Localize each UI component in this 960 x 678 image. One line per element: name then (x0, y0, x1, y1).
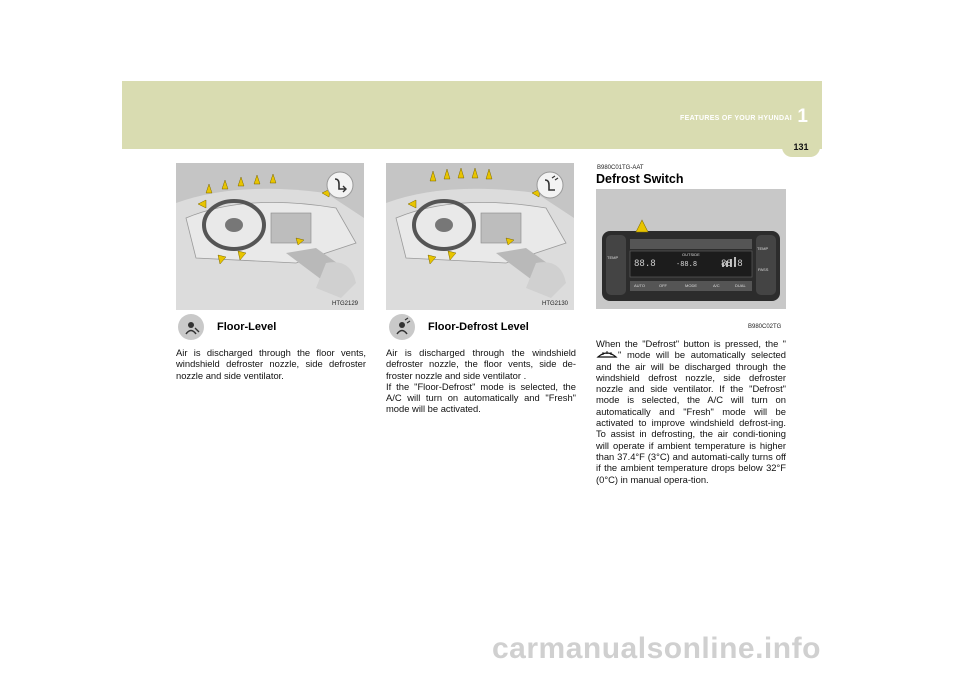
floor-level-photo (176, 163, 364, 310)
section-header-title: FEATURES OF YOUR HYUNDAI (680, 115, 792, 122)
panel-display-right: 88.8 (721, 259, 743, 269)
panel-display-left: 88.8 (634, 259, 656, 269)
panel-display-outside: -88.8 (676, 260, 698, 268)
panel-off-button[interactable]: OFF (659, 283, 667, 288)
panel-temp-left-label: TEMP (607, 255, 619, 260)
panel-dual-button[interactable]: DUAL (735, 283, 746, 288)
photo-code: HTG2129 (331, 301, 358, 307)
watermark: carmanualsonline.info (492, 632, 821, 665)
floor-defrost-description (386, 347, 576, 415)
climate-control-panel-photo (596, 189, 786, 309)
defrost-switch-description (596, 338, 786, 485)
panel-pass-label: PASS (758, 267, 769, 272)
panel-photo-code: B980C02TG (748, 324, 782, 330)
defrost-switch-title: Defrost Switch (596, 172, 684, 186)
floor-defrost-icon (389, 314, 415, 340)
section-code: B980C01TG-AAT (597, 165, 644, 171)
floor-defrost-mode-icon (536, 171, 564, 199)
defrost-text-end: " mode will be automatically selected and the air will be discharged through the windshield defrost nozzle, side defroster nozzle and side ventilator. If the "Defrost" mode is selected, the A/C will turn on automatically and "Fresh" mode will be activated to improve windshield defrost-ing. To assist in defrosting, the air condi-tioning will operate if ambient temperature is higher than 37.4°F (3°C) and automati-cally turns off if the ambient temperature drops below 32°F (0°C) in manual opera-tion. (596, 349, 786, 485)
panel-mode-button[interactable]: MODE (685, 283, 697, 288)
panel-temp-right-label: TEMP (757, 246, 769, 251)
floor-defrost-heading: Floor-Defrost Level (428, 321, 529, 333)
chapter-number: 1 (797, 106, 808, 127)
panel-ac-button[interactable]: A/C (713, 283, 720, 288)
floor-defrost-paragraph-2: If the "Floor-Defrost" mode is selected, the A/C will turn on automatically and "Fresh" mode will be activated. (386, 380, 576, 415)
header-band (122, 81, 822, 149)
defrost-icon (596, 350, 618, 359)
photo-code: HTG2130 (541, 301, 568, 307)
panel-outside-label: OUTSIDE (682, 252, 700, 257)
floor-level-icon (178, 314, 204, 340)
floor-defrost-photo (386, 163, 574, 310)
panel-auto-button[interactable]: AUTO (634, 283, 646, 288)
page-number: 131 (782, 137, 820, 157)
floor-level-description: Air is discharged through the floor vents, windshield defroster nozzle, side defroster nozzle and side ventilator. (176, 347, 366, 381)
floor-mode-icon (326, 171, 354, 199)
floor-level-heading: Floor-Level (217, 321, 277, 333)
floor-defrost-paragraph-1: Air is discharged through the windshield defroster nozzle, the floor vents, side de-froster nozzle and side ventilator . (386, 347, 576, 381)
defrost-text-start: When the "Defrost" button is pressed, the " (596, 338, 786, 349)
